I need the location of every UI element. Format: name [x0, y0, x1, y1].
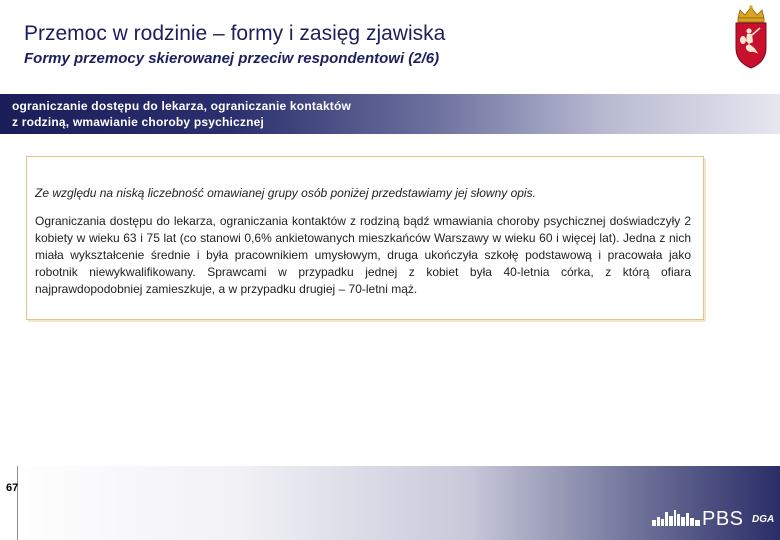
section-banner-line-2: z rodziną, wmawianie choroby psychicznej [12, 115, 265, 129]
page-title: Przemoc w rodzinie – formy i zasięg zjawiska [24, 22, 446, 45]
section-banner-line-1: ograniczanie dostępu do lekarza, ograniczanie kontaktów [12, 99, 352, 113]
dga-logo-text: DGA [752, 514, 775, 525]
section-banner-text [12, 98, 351, 130]
city-skyline-icon [652, 508, 700, 526]
page-subtitle: Formy przemocy skierowanej przeciw respondentowi (2/6) [24, 50, 440, 67]
section-banner [0, 94, 780, 134]
page-number-box [0, 466, 18, 540]
description-body: Ograniczania dostępu do lekarza, ograniczania kontaktów z rodziną bądź wmawiania choroby psychicznej doświadczyły 2 kobiety w wieku 63 i 75 lat (co stanowi 0,6% ankietowanych mieszkańców Warszawy w wieku 60 i więcej lat). Jedna z nich miała wykształcenie średnie i była pracownikiem umysłowym, druga ukończyła szkołę podstawową i pracowała jako robotnik niewykwalifikowany. Sprawcami w przypadku jednej z kobiet była 40-letnia córka, z którą ofiara najprawdopodobniej zamieszkuje, a w przypadku drugiej – 70-letni mąż. [35, 214, 691, 296]
description-box [26, 156, 704, 320]
pbs-logo-text: PBS [702, 508, 744, 530]
warsaw-coat-of-arms-icon [730, 4, 772, 72]
description-intro: Ze względu na niską liczebność omawianej grupy osób poniżej przedstawiamy jej słowny opis. [35, 186, 536, 200]
pbs-dga-logo [652, 506, 776, 532]
page-number: 67 [6, 482, 19, 494]
